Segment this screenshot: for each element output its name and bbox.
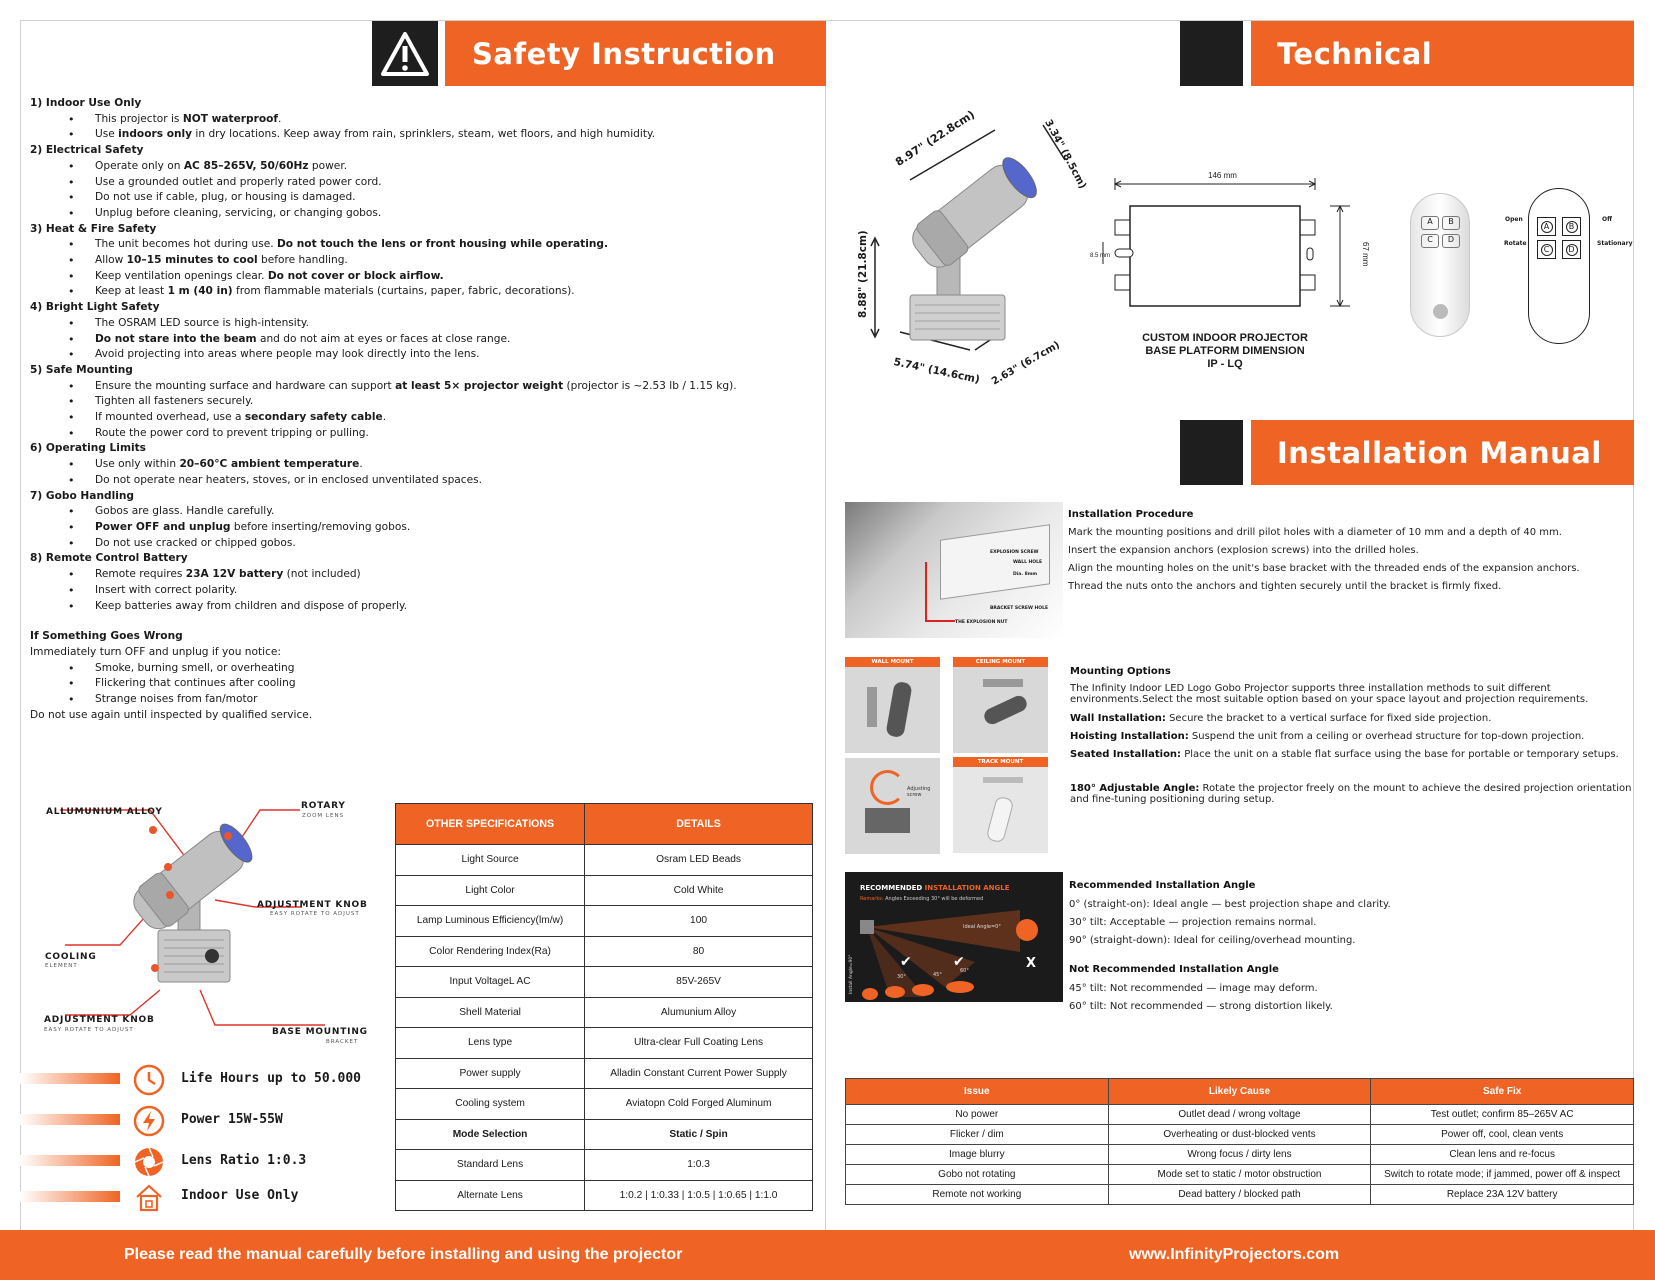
safety-item-text: Do not stare into the beam <box>95 332 257 345</box>
safety-item-text: 20–60°C ambient temperature <box>179 458 360 471</box>
spec-name-cell: Light Source <box>396 845 585 876</box>
base-shape <box>865 808 910 833</box>
wrong-item: • Strange noises from fan/motor <box>30 692 790 708</box>
specifications-table <box>395 803 813 1211</box>
safety-item-text: Do not use cracked or chipped gobos. <box>95 536 296 549</box>
spec-header: OTHER SPECIFICATIONS <box>396 804 585 845</box>
option-key: Seated Installation: <box>1070 749 1182 760</box>
angle-title-a: RECOMMENDED <box>860 884 925 892</box>
rotate-arrow-icon <box>870 770 905 805</box>
wrong-title: If Something Goes Wrong <box>30 630 183 643</box>
trouble-row <box>846 1145 1634 1165</box>
angle-image-title <box>860 884 1010 892</box>
remote-drawing-button <box>1537 240 1556 259</box>
remote-drawing-button <box>1562 217 1581 236</box>
safety-item-text: Do not operate near heaters, stoves, or in enclosed unventilated spaces. <box>95 473 483 486</box>
remote-drawing-button-label: B <box>1566 221 1578 233</box>
base-platform-drawing <box>1085 170 1375 315</box>
trouble-cell: Mode set to static / motor obstruction <box>1108 1165 1371 1185</box>
trouble-row <box>846 1185 1634 1205</box>
safety-item <box>30 112 790 128</box>
safety-item-text: and do not aim at eyes or faces at close range. <box>256 332 511 345</box>
wrong-item: • Smoke, burning smell, or overheating <box>30 661 790 677</box>
label-base-mounting-sub: BRACKET <box>326 1039 359 1045</box>
safety-item-text: Do not touch the lens or front housing while operating. <box>276 238 608 251</box>
safety-item <box>30 536 790 552</box>
footer-website-link[interactable]: www.InfinityProjectors.com <box>1129 1246 1340 1263</box>
mount-tile-label: TRACK MOUNT <box>953 757 1048 767</box>
safety-item <box>30 284 790 300</box>
spec-row <box>396 1180 813 1211</box>
install-title: Installation Manual <box>1277 435 1602 470</box>
safety-item <box>30 269 790 285</box>
spec-row <box>396 1150 813 1181</box>
safety-item-text: . <box>382 411 387 424</box>
spacer <box>30 614 790 629</box>
feature-text: Life Hours up to 50.000 <box>181 1071 362 1086</box>
remark-text: Angles Exceeding 30° will be deformed <box>883 896 984 902</box>
safety-item-text: Remote requires <box>95 568 186 581</box>
trouble-cell: Overheating or dust-blocked vents <box>1108 1125 1371 1145</box>
label-alloy: ALLUMUNIUM ALLOY <box>46 807 163 817</box>
remote-drawing-button-label: C <box>1541 244 1553 256</box>
ceiling-plate <box>983 679 1023 687</box>
safety-item-text: 23A 12V battery <box>185 568 284 581</box>
remote-drawing-button-label: A <box>1541 221 1553 233</box>
spec-row <box>396 1119 813 1150</box>
safety-item-text: Tighten all fasteners securely. <box>95 395 254 408</box>
adjustable-angle <box>1070 783 1635 805</box>
safety-item <box>30 520 790 536</box>
trouble-cell: No power <box>846 1105 1109 1125</box>
safety-section-list <box>30 159 790 222</box>
spec-row <box>396 845 813 876</box>
option-value: Rotate the projector freely on the mount to achieve the desired projection orientation and fine-tuning positioning during setup. <box>1070 783 1632 805</box>
procedure-step: Thread the nuts onto the anchors and tighten securely until the bracket is firmly fixed. <box>1068 581 1502 592</box>
trouble-cell: Dead battery / blocked path <box>1108 1185 1371 1205</box>
ok-check-icon: ✔ <box>953 954 965 970</box>
box-width-label: 146 mm <box>1208 171 1237 180</box>
safety-item-text: The OSRAM LED source is high-intensity. <box>95 316 310 329</box>
safety-item-text: from flammable materials (curtains, paper, fabric, decorations). <box>232 285 575 298</box>
trouble-cell: Power off, cool, clean vents <box>1371 1125 1634 1145</box>
label-cooling-sub: ELEMENT <box>45 963 78 969</box>
trouble-cell: Wrong focus / dirty lens <box>1108 1145 1371 1165</box>
remote-control-photo <box>1410 193 1470 337</box>
safety-item <box>30 567 790 583</box>
photo-label: EXPLOSION SCREW <box>990 550 1039 555</box>
feature-text: Indoor Use Only <box>181 1188 299 1203</box>
label-adjustment-knob-2: ADJUSTMENT KNOB <box>44 1015 155 1025</box>
safety-item-text: Allow <box>95 254 127 267</box>
spec-header: DETAILS <box>585 804 813 845</box>
safety-section-title: 5) Safe Mounting <box>30 363 133 376</box>
safety-item-text: . <box>278 112 282 125</box>
feature-bar <box>20 1191 120 1202</box>
trouble-cell: Image blurry <box>846 1145 1109 1165</box>
safety-item <box>30 379 790 395</box>
spec-name-cell: Lamp Luminous Efficiency(lm/w) <box>396 906 585 937</box>
trouble-cell: Clean lens and re-focus <box>1371 1145 1634 1165</box>
remote-button: A <box>1421 216 1439 230</box>
spec-value-cell: Alladin Constant Current Power Supply <box>585 1058 813 1089</box>
installation-procedure-photo <box>845 502 1063 638</box>
safety-item <box>30 410 790 426</box>
safety-item <box>30 206 790 222</box>
safety-section-list <box>30 112 790 143</box>
spec-value-cell: 80 <box>585 936 813 967</box>
spec-value-cell: 85V-265V <box>585 967 813 998</box>
remote-drawing-button <box>1562 240 1581 259</box>
safety-item <box>30 237 790 253</box>
safety-section-title: 7) Gobo Handling <box>30 489 134 502</box>
spec-row <box>396 967 813 998</box>
not-ok-x-icon: X <box>1026 956 1037 971</box>
rec-item: 30° tilt: Acceptable — projection remains normal. <box>1069 917 1317 928</box>
trouble-row <box>846 1165 1634 1185</box>
photo-label: BRACKET SCREW HOLE <box>990 606 1049 611</box>
mount-tile-ceiling <box>953 657 1048 753</box>
spec-name-cell: Lens type <box>396 1028 585 1059</box>
option-seated <box>1070 748 1635 761</box>
dim-base-width: 5.74" (14.6cm) <box>892 356 981 386</box>
label-base-mounting: BASE MOUNTING <box>272 1027 368 1037</box>
box-height-label: 67 mm <box>1361 242 1370 267</box>
base-platform-caption <box>1130 332 1320 371</box>
wrong-outro: Do not use again until inspected by qualified service. <box>30 708 313 721</box>
track-rail <box>983 777 1023 783</box>
mount-tile-seated <box>845 758 940 854</box>
safety-item-text: in dry locations. Keep away from rain, sprinklers, steam, wet floors, and high humidity. <box>192 128 656 141</box>
spec-value-cell: Aviatopn Cold Forged Aluminum <box>585 1089 813 1120</box>
safety-item <box>30 316 790 332</box>
option-key: 180° Adjustable Angle: <box>1070 783 1200 794</box>
spec-row <box>396 936 813 967</box>
remote-logo-icon <box>1433 304 1448 319</box>
angle-30-label: 30° <box>897 974 906 980</box>
install-header-block <box>1180 420 1243 485</box>
safety-item-text: before inserting/removing gobos. <box>230 520 411 533</box>
option-value: Secure the bracket to a vertical surface for fixed side projection. <box>1165 713 1492 724</box>
spec-value-cell: Ultra-clear Full Coating Lens <box>585 1028 813 1059</box>
safety-item-text: at least 5× projector weight <box>395 379 564 392</box>
safety-item-text: 10–15 minutes to cool <box>126 254 258 267</box>
spec-value-cell: 1:0.3 <box>585 1150 813 1181</box>
trouble-cell: Test outlet; confirm 85–265V AC <box>1371 1105 1634 1125</box>
trouble-cell: Remote not working <box>846 1185 1109 1205</box>
adjusting-screw-label: Adjusting screw <box>907 786 931 798</box>
trouble-header: Issue <box>846 1079 1109 1105</box>
safety-item-text: secondary safety cable <box>244 411 383 424</box>
safety-item <box>30 457 790 473</box>
remote-label-rotate: Rotate <box>1504 240 1527 247</box>
remote-control-drawing <box>1528 188 1590 344</box>
wrong-list <box>30 661 790 708</box>
box-hole-label: 8.5 mm <box>1090 253 1111 259</box>
dim-length: 8.97" (22.8cm) <box>893 107 978 169</box>
safety-item <box>30 394 790 410</box>
indoor-house-icon <box>132 1181 166 1215</box>
safety-item-text: Use <box>95 128 119 141</box>
safety-item-text: Use a grounded outlet and properly rated power cord. <box>95 175 382 188</box>
label-adjustment-knob-1: ADJUSTMENT KNOB <box>257 900 368 910</box>
safety-item <box>30 190 790 206</box>
safety-section-title: 8) Remote Control Battery <box>30 552 188 565</box>
projector-diagram <box>40 790 370 1050</box>
spec-row <box>396 1089 813 1120</box>
safety-item <box>30 159 790 175</box>
technical-title: Technical <box>1277 36 1433 71</box>
label-cooling: COOLING <box>45 952 97 962</box>
technical-header-block <box>1180 21 1243 86</box>
rec-item: 90° (straight-down): Ideal for ceiling/overhead mounting. <box>1069 935 1356 946</box>
label-adjustment-knob-1-sub: EASY ROTATE TO ADJUST <box>270 911 360 917</box>
power-bolt-icon <box>132 1104 166 1138</box>
remote-drawing-button <box>1537 217 1556 236</box>
safety-item-text: . <box>359 458 363 471</box>
mounting-options <box>1070 665 1635 805</box>
safety-item-text: Keep ventilation openings clear. <box>95 269 268 282</box>
procedure-step: Align the mounting holes on the unit's base bracket with the threaded ends of the expansion anchors. <box>1068 563 1580 574</box>
caption-line: IP - LQ <box>1207 358 1243 370</box>
notrec-title: Not Recommended Installation Angle <box>1069 964 1279 975</box>
footer-bar <box>0 1230 1655 1280</box>
installation-angles <box>1069 879 1629 1013</box>
warning-icon-box <box>372 21 438 86</box>
spec-row <box>396 875 813 906</box>
install-90-label: Install Angle=90° <box>849 954 854 994</box>
spec-name-cell: Shell Material <box>396 997 585 1028</box>
procedure-step: Mark the mounting positions and drill pilot holes with a diameter of 10 mm and a depth of 40 mm. <box>1068 527 1562 538</box>
trouble-row <box>846 1105 1634 1125</box>
projector-shape <box>982 693 1030 727</box>
projector-shape <box>885 681 912 738</box>
safety-instructions <box>30 96 790 723</box>
wrong-item: • Flickering that continues after cooling <box>30 676 790 692</box>
safety-item-text: power. <box>308 159 348 172</box>
wrong-intro: Immediately turn OFF and unplug if you notice: <box>30 645 281 658</box>
safety-section-list <box>30 316 790 363</box>
safety-item-text: Keep batteries away from children and dispose of properly. <box>95 599 408 612</box>
clock-icon <box>132 1063 166 1097</box>
remote-label-off: Off <box>1602 216 1612 223</box>
dim-lens: 3.34" (8.5cm) <box>1042 118 1088 191</box>
spec-name-cell: Input VoltageL AC <box>396 967 585 998</box>
option-value: Suspend the unit from a ceiling or overhead structure for top-down projection. <box>1188 731 1585 742</box>
remote-label-stationary: Stationary <box>1597 240 1633 247</box>
technical-title-bar <box>1251 21 1634 86</box>
safety-item-text: Avoid projecting into areas where people may look directly into the lens. <box>95 348 480 361</box>
spec-name-cell: Standard Lens <box>396 1150 585 1181</box>
trouble-cell: Replace 23A 12V battery <box>1371 1185 1634 1205</box>
safety-item-text: This projector is <box>95 112 183 125</box>
photo-label: THE EXPLOSION NUT <box>955 620 1008 625</box>
installation-procedure <box>1068 508 1628 593</box>
safety-item <box>30 253 790 269</box>
wall-plate <box>867 687 877 727</box>
safety-item-text: before handling. <box>257 254 348 267</box>
ideal-angle-label: Ideal Angle=0° <box>963 924 1001 930</box>
spec-value-cell: Osram LED Beads <box>585 845 813 876</box>
safety-section-title: 3) Heat & Fire Safety <box>30 222 157 235</box>
rec-item: 0° (straight-on): Ideal angle — best projection shape and clarity. <box>1069 899 1391 910</box>
safety-section-list <box>30 567 790 614</box>
label-rotary: ROTARY <box>301 801 346 811</box>
remote-button: C <box>1421 234 1439 248</box>
safety-item <box>30 426 790 442</box>
safety-section-title: 6) Operating Limits <box>30 442 146 455</box>
safety-section-title: 4) Bright Light Safety <box>30 301 160 314</box>
dim-base-depth: 2.63" (6.7cm) <box>990 339 1062 388</box>
caption-line: CUSTOM INDOOR PROJECTOR <box>1142 332 1308 344</box>
trouble-row <box>846 1125 1634 1145</box>
spec-value-cell: Alumunium Alloy <box>585 997 813 1028</box>
safety-item <box>30 583 790 599</box>
safety-title-bar <box>445 21 826 86</box>
safety-item-text: Route the power cord to prevent tripping or pulling. <box>95 426 369 439</box>
feature-bar <box>20 1073 120 1084</box>
dim-height: 8.88" (21.8cm) <box>857 230 869 318</box>
install-title-bar <box>1251 420 1634 485</box>
trouble-cell: Outlet dead / wrong voltage <box>1108 1105 1371 1125</box>
warning-icon <box>380 31 430 77</box>
spec-value-cell: 1:0.2 | 1:0.33 | 1:0.5 | 1:0.65 | 1:1.0 <box>585 1180 813 1211</box>
troubleshooting-table <box>845 1078 1634 1205</box>
safety-item-text: (projector is ~2.53 lb / 1.15 kg). <box>563 379 737 392</box>
installation-angle-image <box>845 872 1063 1002</box>
safety-section-list <box>30 379 790 442</box>
trouble-cell: Gobo not rotating <box>846 1165 1109 1185</box>
safety-item-text: Operate only on <box>95 159 184 172</box>
mount-tile-label: CEILING MOUNT <box>953 657 1048 667</box>
options-intro: The Infinity Indoor LED Logo Gobo Projector supports three installation methods to suit different environments.Select the most suitable option based on your space layout and projection requirements. <box>1070 683 1589 705</box>
mount-tile-label: WALL MOUNT <box>845 657 940 667</box>
notrec-item: 45° tilt: Not recommended — image may deform. <box>1069 983 1318 994</box>
safety-section-list <box>30 237 790 300</box>
safety-section-list <box>30 457 790 488</box>
trouble-header: Safe Fix <box>1371 1079 1634 1105</box>
feature-text: Power 15W-55W <box>181 1112 283 1127</box>
mount-tile-track <box>953 757 1048 853</box>
photo-label: WALL HOLE <box>1013 560 1043 565</box>
remote-label-open: Open <box>1505 216 1523 223</box>
callout-line <box>925 620 955 622</box>
feature-text: Lens Ratio 1:0.3 <box>181 1153 307 1168</box>
feature-bar <box>20 1155 120 1166</box>
safety-title: Safety Instruction <box>472 36 776 71</box>
option-wall <box>1070 712 1635 725</box>
remote-drawing-button-label: D <box>1566 244 1578 256</box>
safety-item <box>30 473 790 489</box>
safety-item-text: (not included) <box>283 568 361 581</box>
safety-item-text: 1 m (40 in) <box>167 285 233 298</box>
safety-section-title: 1) Indoor Use Only <box>30 97 142 109</box>
option-key: Hoisting Installation: <box>1070 731 1189 742</box>
remote-button: B <box>1442 216 1460 230</box>
safety-item-text: The unit becomes hot during use. <box>95 238 277 251</box>
caption-line: BASE PLATFORM DIMENSION <box>1145 345 1305 357</box>
feature-bar <box>20 1114 120 1125</box>
trouble-cell: Switch to rotate mode; if jammed, power off & inspect <box>1371 1165 1634 1185</box>
safety-item-text: Gobos are glass. Handle carefully. <box>95 505 275 518</box>
spec-name-cell: Mode Selection <box>396 1119 585 1150</box>
trouble-cell: Flicker / dim <box>846 1125 1109 1145</box>
photo-label: Dia. 8mm <box>1013 572 1038 577</box>
safety-item <box>30 175 790 191</box>
spec-row <box>396 1058 813 1089</box>
angle-title-b: INSTALLATION ANGLE <box>924 884 1010 892</box>
option-hoisting <box>1070 730 1635 743</box>
option-key: Wall Installation: <box>1070 713 1166 724</box>
safety-item-text: If mounted overhead, use a <box>95 411 245 424</box>
safety-item-text: AC 85–265V, 50/60Hz <box>183 159 309 172</box>
spec-value-cell: 100 <box>585 906 813 937</box>
spec-name-cell: Alternate Lens <box>396 1180 585 1211</box>
safety-item-text: NOT waterproof <box>182 112 278 125</box>
safety-item-text: Power OFF and unplug <box>95 520 231 533</box>
label-adjustment-knob-2-sub: EASY ROTATE TO ADJUST <box>44 1027 134 1033</box>
spec-value-cell: Static / Spin <box>585 1119 813 1150</box>
safety-item-text: Use only within <box>95 458 180 471</box>
callout-line <box>925 562 927 622</box>
angle-45-label: 45° <box>933 972 942 978</box>
spec-row <box>396 906 813 937</box>
footer-notice: Please read the manual carefully before installing and using the projector <box>124 1246 683 1263</box>
label-rotary-sub: ZOOM LENS <box>302 813 345 819</box>
notrec-item: 60° tilt: Not recommended — strong distortion likely. <box>1069 1001 1333 1012</box>
procedure-step: Insert the expansion anchors (explosion screws) into the drilled holes. <box>1068 545 1419 556</box>
spec-name-cell: Light Color <box>396 875 585 906</box>
safety-item-text: Unplug before cleaning, servicing, or changing gobos. <box>95 206 382 219</box>
spec-row <box>396 997 813 1028</box>
spec-name-cell: Cooling system <box>396 1089 585 1120</box>
safety-item <box>30 504 790 520</box>
spec-name-cell: Color Rendering Index(Ra) <box>396 936 585 967</box>
safety-section-list <box>30 504 790 551</box>
angle-60-label: 60° <box>960 968 969 974</box>
projector-shape <box>985 795 1014 843</box>
safety-item <box>30 127 790 143</box>
safety-item <box>30 599 790 615</box>
spec-value-cell: Cold White <box>585 875 813 906</box>
rec-title: Recommended Installation Angle <box>1069 880 1256 891</box>
safety-item-text: Do not cover or block airflow. <box>267 269 444 282</box>
options-title: Mounting Options <box>1070 666 1171 677</box>
feature-list <box>20 1060 370 1210</box>
safety-item <box>30 347 790 363</box>
safety-item-text: indoors only <box>118 128 193 141</box>
projector-illustration <box>126 818 258 982</box>
lens-aperture-icon <box>132 1145 166 1179</box>
spec-name-cell: Power supply <box>396 1058 585 1089</box>
ok-check-icon: ✔ <box>900 954 912 970</box>
safety-section-title: 2) Electrical Safety <box>30 144 144 157</box>
safety-item-text: Keep at least <box>95 285 168 298</box>
safety-item-text: Do not use if cable, plug, or housing is damaged. <box>95 191 356 204</box>
mount-tile-wall <box>845 657 940 753</box>
angle-beams <box>845 902 1063 1002</box>
safety-item <box>30 332 790 348</box>
procedure-title: Installation Procedure <box>1068 509 1194 520</box>
spec-row <box>396 1028 813 1059</box>
trouble-header: Likely Cause <box>1108 1079 1371 1105</box>
remark-label: Remarks: <box>860 896 884 902</box>
safety-item-text: Ensure the mounting surface and hardware can support <box>95 379 396 392</box>
remote-button: D <box>1442 234 1460 248</box>
safety-item-text: Insert with correct polarity. <box>95 583 238 596</box>
option-value: Place the unit on a stable flat surface using the base for portable or temporary setups. <box>1181 749 1619 760</box>
